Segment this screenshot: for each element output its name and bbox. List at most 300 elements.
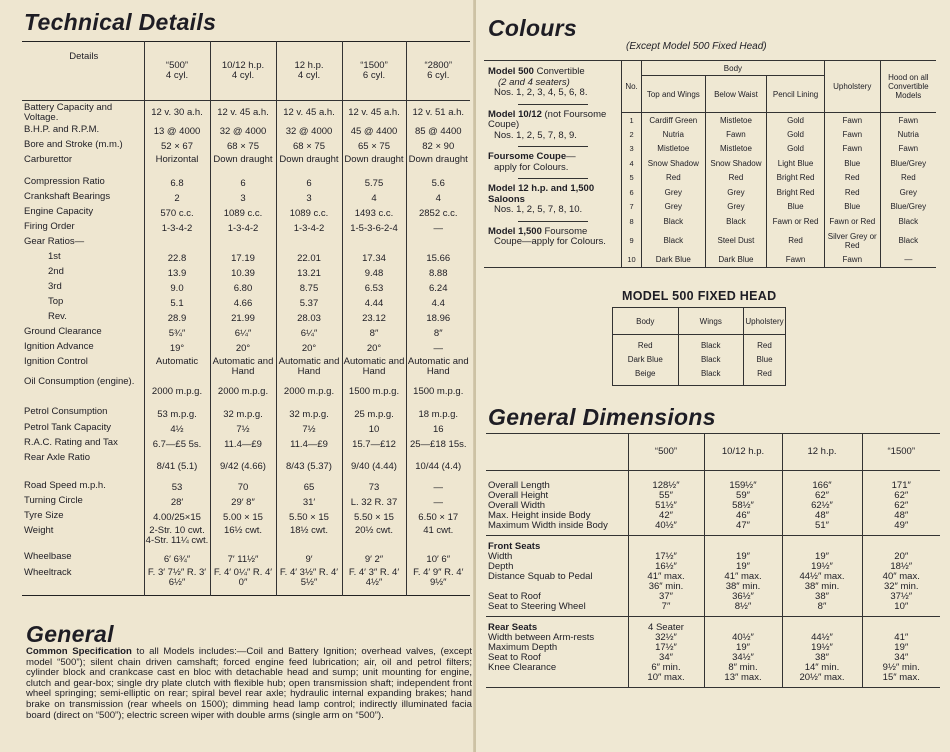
tech-row-label: Carburettor <box>24 153 73 165</box>
tech-cell: 32 m.p.g. <box>276 407 342 423</box>
colour-model-rest: Convertible <box>533 66 585 77</box>
tech-cell: Down draught <box>210 155 276 177</box>
colour-cell: Red <box>642 171 706 186</box>
dimension-section-heading: Front Seats <box>488 541 541 552</box>
colours-title: Colours <box>488 15 577 41</box>
colour-cell: Gold <box>767 142 825 157</box>
tech-row-label: R.A.C. Rating and Tax <box>24 436 118 448</box>
tech-cell <box>342 237 406 252</box>
colour-model-title: Model 12 h.p. and 1,500 Saloons <box>488 183 595 205</box>
tech-row <box>22 177 470 192</box>
colour-model-title: Model 1,500 <box>488 225 542 237</box>
colour-cell: Black <box>705 214 767 229</box>
colour-cell: Black <box>880 229 936 253</box>
tech-cell: 9.48 <box>342 267 406 282</box>
colour-model-title: Model 500 <box>488 66 534 77</box>
dimension-section-heading: Rear Seats <box>488 622 538 633</box>
fixed-head-cell: Dark Blue <box>627 355 663 364</box>
colour-cell: Blue <box>824 156 880 171</box>
separator-line <box>518 104 588 105</box>
tech-row <box>22 237 470 252</box>
tech-cell: 4½ <box>144 423 210 438</box>
tech-row-label: B.H.P. and R.P.M. <box>24 123 100 135</box>
fixed-head-rows <box>613 335 786 386</box>
model-header: “1500” 6 cyl. <box>342 42 406 101</box>
tech-cell: 9.0 <box>144 282 210 297</box>
colour-model-entry <box>488 184 621 216</box>
colour-cell: Gold <box>767 127 825 142</box>
tech-cell: 85 @ 4400 <box>406 125 470 140</box>
fixed-head-column <box>744 335 786 386</box>
tech-row <box>22 526 470 552</box>
tech-cell: 12 v. 45 a.h. <box>276 101 342 125</box>
tech-cell <box>144 237 210 252</box>
tech-cell: 5¾″ <box>144 327 210 342</box>
tech-cell: 11.4—£9 <box>210 438 276 453</box>
tech-cell: 1-3-4-2 <box>210 222 276 237</box>
colour-cell: Fawn or Red <box>767 214 825 229</box>
model-header: 12 h.p. 4 cyl. <box>276 42 342 101</box>
dimension-section <box>486 536 940 617</box>
dimension-values: 17½″ 16½″ 41″ max. 36″ min. 37″ 7″ <box>628 536 704 617</box>
colours-subtitle: (Except Model 500 Fixed Head) <box>626 41 767 52</box>
dimension-label-list: Width between Arm-rests Maximum Depth Seat to Roof Knee Clearance <box>488 632 595 673</box>
tech-cell: 4.4 <box>406 297 470 312</box>
colour-number: 5 <box>622 171 642 186</box>
dimension-header: 12 h.p. <box>782 434 862 471</box>
tech-cell: 2000 m.p.g. <box>144 377 210 407</box>
tech-cell: 32 m.p.g. <box>210 407 276 423</box>
separator-line <box>518 146 588 147</box>
dimension-values: 19″ 19″ 41″ max. 38″ min. 36½″ 8½″ <box>704 536 782 617</box>
dimension-values: 171″ 62″ 62″ 48″ 49″ <box>862 471 940 536</box>
tech-cell: Automatic and Hand <box>343 355 405 377</box>
tech-cell: 6.8 <box>144 177 210 192</box>
tech-cell: 3 <box>276 192 342 207</box>
tech-cell: 20° <box>276 342 342 357</box>
colour-cell: Silver Grey or Red <box>824 229 880 253</box>
colour-cell: Light Blue <box>767 156 825 171</box>
common-spec-lead: Common Specification <box>26 646 132 657</box>
dimensions-header-row <box>486 434 940 471</box>
tech-row-label: Wheelbase <box>24 550 72 562</box>
tech-row <box>22 496 470 511</box>
colour-model-rest: Foursome <box>541 225 588 237</box>
common-spec-text: to all Models includes:—Coil and Battery Ignition; overhead valves, (except model “500”); silent chain driven camshaft; forced engine feed lubrication; air, oil and petrol filters; cylinder block and crankcase cast en bloc with detachable head and sump; unit mounting for engine, clutch and gear-box; single dry plate clutch with flexible hub; open transmission shaft; independent front wheel springing; semi-elliptic on rear; spiral bevel rear axle; hydraulic internal expanding brakes; hand brake on transmission (rear wheels on 1500); dimming head lamp control; indirectly illuminated facia board (direct on “500”); electric screen wiper with double arms (single arm on “500”). <box>26 646 472 721</box>
colour-body-header: Body <box>642 61 825 76</box>
tech-row <box>22 101 470 125</box>
tech-cell: Down draught <box>342 155 406 177</box>
dimension-values: 128½″ 55″ 51½″ 42″ 40½″ <box>628 471 704 536</box>
tech-cell: 45 @ 4400 <box>342 125 406 140</box>
tech-cell: 570 c.c. <box>144 207 210 222</box>
colour-pencil-header: Pencil Lining <box>767 76 825 113</box>
colour-model-entry <box>488 227 621 248</box>
dimension-values: 40½″ 19″ 34½″ 8″ min. 13″ max. <box>704 617 782 688</box>
dimension-labels <box>486 536 628 617</box>
colour-model-rest: (not Foursome Coupe) <box>488 108 607 130</box>
tech-cell: F. 4′ 3½″ R. 4′ 5½″ <box>276 568 342 596</box>
colour-cell: Blue <box>824 200 880 215</box>
tech-cell: 25 m.p.g. <box>342 407 406 423</box>
tech-cell: 4 <box>406 192 470 207</box>
colour-cell: Bright Red <box>767 171 825 186</box>
tech-cell: 1-5-3-6-2-4 <box>342 222 406 237</box>
colour-no-header: No. <box>622 61 642 113</box>
fixed-head-column <box>613 335 679 386</box>
tech-row-label: Petrol Consumption <box>24 405 108 417</box>
tech-cell: 65 × 75 <box>342 140 406 155</box>
tech-cell: 52 × 67 <box>144 140 210 155</box>
tech-cell: 18 m.p.g. <box>406 407 470 423</box>
technical-details-table <box>22 41 470 596</box>
dimensions-table <box>486 433 940 688</box>
colour-model-nos: Nos. 1, 2, 5, 7, 8, 9. <box>494 129 577 141</box>
tech-cell: Automatic and Hand <box>407 355 469 377</box>
colour-model-nos: Coupe—apply for Colours. <box>494 236 606 247</box>
colour-cell: Fawn <box>767 253 825 268</box>
tech-cell: 7½ <box>276 423 342 438</box>
tech-cell: 18½ cwt. <box>276 526 342 552</box>
tech-cell: 12 v. 45 a.h. <box>342 101 406 125</box>
tech-cell: — <box>406 496 470 511</box>
tech-cell: 17.34 <box>342 252 406 267</box>
tech-cell: 8″ <box>406 327 470 342</box>
tech-cell: 2852 c.c. <box>406 207 470 222</box>
colour-cell: Nutria <box>880 127 936 142</box>
tech-row-label: Rear Axle Ratio <box>24 451 91 463</box>
colour-model-entry <box>488 152 621 173</box>
colour-number: 4 <box>622 156 642 171</box>
colour-cell: Red <box>824 171 880 186</box>
model-header: 10/12 h.p. 4 cyl. <box>210 42 276 101</box>
tech-cell: 8.75 <box>276 282 342 297</box>
colour-number: 1 <box>622 113 642 128</box>
colour-cell: Mistletoe <box>642 142 706 157</box>
technical-details-title: Technical Details <box>24 9 217 35</box>
tech-cell: 29′ 8″ <box>210 496 276 511</box>
tech-row-label: Oil Consumption (engine). <box>24 375 135 387</box>
colour-cell: Red <box>880 171 936 186</box>
colour-cell: Cardiff Green <box>642 113 706 128</box>
tech-cell: 16 <box>406 423 470 438</box>
colour-cell: Black <box>642 214 706 229</box>
colour-cell: Black <box>642 229 706 253</box>
dimension-values: 4 Seater 32½″ 17½″ 34″ 6″ min. 10″ max. <box>628 617 704 688</box>
tech-row-label: Battery Capacity and Voltage. <box>24 102 113 123</box>
tech-row <box>22 423 470 438</box>
colours-table <box>484 60 936 268</box>
colour-cell: Dark Blue <box>705 253 767 268</box>
tech-cell: 1500 m.p.g. <box>406 377 470 407</box>
tech-cell: 73 <box>342 481 406 496</box>
dimension-header <box>486 434 628 471</box>
fixed-head-cell: Red <box>757 341 772 350</box>
colour-cell: Grey <box>642 185 706 200</box>
colour-model-title: Foursome Coupe <box>488 151 567 162</box>
tech-cell: 6 <box>276 177 342 192</box>
tech-cell <box>210 237 276 252</box>
tech-cell: 13.9 <box>144 267 210 282</box>
tech-cell: 8.88 <box>406 267 470 282</box>
tech-cell: L. 32 R. 37 <box>342 496 406 511</box>
tech-cell: 1-3-4-2 <box>276 222 342 237</box>
tech-cell: F. 4′ 3″ R. 4′ 4½″ <box>342 568 406 596</box>
tech-cell: 17.19 <box>210 252 276 267</box>
colour-cell: Fawn <box>824 127 880 142</box>
dimension-values: 44½″ 19½″ 38″ 14″ min. 20½″ max. <box>782 617 862 688</box>
tech-cell: 25—£18 15s. <box>406 438 470 453</box>
tech-cell: 4.66 <box>210 297 276 312</box>
tech-cell: 31′ <box>276 496 342 511</box>
fixed-head-header: Body <box>613 308 679 335</box>
colour-cell: Grey <box>880 185 936 200</box>
tech-row-label: Ignition Advance <box>24 340 94 352</box>
colour-cell: Blue/Grey <box>880 200 936 215</box>
tech-cell: Automatic <box>144 357 210 377</box>
tech-row <box>22 140 470 155</box>
fixed-head-cell: Blue <box>756 355 773 364</box>
model-header: “500” 4 cyl. <box>144 42 210 101</box>
tech-row <box>22 511 470 526</box>
tech-cell: Automatic and Hand <box>210 357 276 377</box>
colour-number: 3 <box>622 142 642 157</box>
right-page <box>476 0 950 752</box>
fixed-head-cell: Black <box>700 355 721 364</box>
colour-cell: Fawn <box>705 127 767 142</box>
tech-cell: 82 × 90 <box>406 140 470 155</box>
colour-model-entry <box>488 67 621 99</box>
tech-row <box>22 327 470 342</box>
tech-cell: 8/41 (5.1) <box>144 453 210 481</box>
colour-hood-header: Hood on all Convertible Models <box>880 61 936 113</box>
tech-cell: 10.39 <box>210 267 276 282</box>
tech-cell: 6¼″ <box>210 327 276 342</box>
tech-cell: 11.4—£9 <box>276 438 342 453</box>
tech-row-label: Road Speed m.p.h. <box>24 479 106 491</box>
tech-cell: 5.00 × 15 <box>210 511 276 526</box>
tech-row-label: Gear Ratios— <box>24 235 85 247</box>
tech-row <box>22 481 470 496</box>
tech-cell: 68 × 75 <box>276 140 342 155</box>
colour-number: 7 <box>622 200 642 215</box>
fixed-head-cell: Beige <box>635 369 656 378</box>
colour-cell: Gold <box>767 113 825 128</box>
tech-row-label: Engine Capacity <box>24 205 94 217</box>
tech-row-label: Bore and Stroke (m.m.) <box>24 138 123 150</box>
tech-row <box>22 207 470 222</box>
tech-cell: 15.66 <box>406 252 470 267</box>
tech-cell: 21.99 <box>210 312 276 327</box>
tech-cell: Horizontal <box>144 155 210 177</box>
tech-cell: 5.50 × 15 <box>342 511 406 526</box>
tech-cell: 2 <box>144 192 210 207</box>
colour-cell: Fawn or Red <box>824 214 880 229</box>
tech-row <box>22 568 470 596</box>
tech-cell: 15.7—£12 <box>342 438 406 453</box>
tech-row-label: Top <box>48 295 64 307</box>
tech-row-label: Petrol Tank Capacity <box>24 421 111 433</box>
tech-row-label: Weight <box>24 524 54 536</box>
tech-cell: F. 4′ 9″ R. 4′ 9½″ <box>406 568 470 596</box>
fixed-head-table <box>612 307 786 386</box>
tech-cell: 9′ <box>276 552 342 568</box>
tech-cell: 2000 m.p.g. <box>210 377 276 407</box>
colour-cell: Fawn <box>824 113 880 128</box>
colour-number: 6 <box>622 185 642 200</box>
separator-line <box>518 221 588 222</box>
fixed-head-cell: Black <box>700 341 721 350</box>
dimension-labels <box>486 617 628 688</box>
colour-cell: Grey <box>705 200 767 215</box>
tech-row <box>22 357 470 377</box>
tech-cell: 1089 c.c. <box>210 207 276 222</box>
dimension-section <box>486 617 940 688</box>
tech-row-label: Turning Circle <box>24 494 83 506</box>
tech-row <box>22 312 470 327</box>
separator-line <box>518 178 588 179</box>
fixed-head-title: MODEL 500 FIXED HEAD <box>622 289 777 303</box>
colour-model-title: Model 10/12 <box>488 108 542 120</box>
dimension-label-list: Width Depth Distance Squab to Pedal Seat to Roof Seat to Steering Wheel <box>488 551 593 612</box>
tech-cell: 18.96 <box>406 312 470 327</box>
colour-cell: Red <box>767 229 825 253</box>
tech-row-label: 1st <box>48 250 61 262</box>
tech-cell <box>276 237 342 252</box>
colour-cell: Red <box>705 171 767 186</box>
tech-cell: 12 v. 30 a.h. <box>144 101 210 125</box>
tech-row-label: 2nd <box>48 265 64 277</box>
colour-number: 2 <box>622 127 642 142</box>
dimensions-title: General Dimensions <box>488 404 716 430</box>
colour-cell: Bright Red <box>767 185 825 200</box>
dimension-label-list: Overall Length Overall Height Overall Width Max. Height inside Body Maximum Width inside Body <box>488 480 608 531</box>
tech-row <box>22 125 470 140</box>
tech-cell: 20° <box>342 342 406 357</box>
tech-cell: 10′ 6″ <box>406 552 470 568</box>
tech-cell: 7′ 11½″ <box>210 552 276 568</box>
tech-row <box>22 282 470 297</box>
left-page <box>0 0 474 752</box>
tech-row-label: Wheeltrack <box>24 566 72 578</box>
general-specification <box>26 647 472 721</box>
tech-row <box>22 407 470 423</box>
fixed-head-header: Wings <box>678 308 744 335</box>
tech-cell: 28.9 <box>144 312 210 327</box>
tech-cell: 32 @ 4000 <box>210 125 276 140</box>
tech-cell: Down draught <box>276 155 342 177</box>
fixed-head-header-row <box>613 308 786 335</box>
dimension-values: 20″ 18½″ 40″ max. 32″ min. 37½″ 10″ <box>862 536 940 617</box>
tech-row <box>22 552 470 568</box>
colour-cell: Blue/Grey <box>880 156 936 171</box>
colour-model-entry <box>488 110 621 142</box>
tech-cell: 5.1 <box>144 297 210 312</box>
tech-cell: 22.01 <box>276 252 342 267</box>
tech-cell: 6.7—£5 5s. <box>144 438 210 453</box>
colour-cell: Fawn <box>880 113 936 128</box>
tech-row <box>22 438 470 453</box>
colour-upholstery-header: Upholstery <box>824 61 880 113</box>
tech-row <box>22 222 470 237</box>
colour-cell: Snow Shadow <box>705 156 767 171</box>
tech-cell: 41 cwt. <box>406 526 470 552</box>
tech-cell: 22.8 <box>144 252 210 267</box>
tech-row <box>22 192 470 207</box>
tech-cell: 19° <box>144 342 210 357</box>
model-header: “2800” 6 cyl. <box>406 42 470 101</box>
dimension-labels <box>486 471 628 536</box>
tech-cell: — <box>406 342 470 357</box>
tech-row-label: Tyre Size <box>24 509 64 521</box>
colour-model-nos: Nos. 1, 2, 3, 4, 5, 6, 8. <box>494 87 588 98</box>
tech-cell: 4.44 <box>342 297 406 312</box>
tech-cell: 23.12 <box>342 312 406 327</box>
colour-cell: Fawn <box>824 142 880 157</box>
colour-model-sub: (2 and 4 seaters) <box>498 76 570 88</box>
tech-cell: 6.24 <box>406 282 470 297</box>
colour-number: 9 <box>622 229 642 253</box>
tech-cell: 5.75 <box>342 177 406 192</box>
tech-cell: 13.21 <box>276 267 342 282</box>
dimension-values: 159½″ 59″ 58½″ 46″ 47″ <box>704 471 782 536</box>
dimension-values: 166″ 62″ 62½″ 48″ 51″ <box>782 471 862 536</box>
tech-cell: 5.37 <box>276 297 342 312</box>
tech-row-label: 3rd <box>48 280 62 292</box>
tech-row-label: Ignition Control <box>24 355 88 367</box>
tech-cell: 3 <box>210 192 276 207</box>
dimension-header: “500” <box>628 434 704 471</box>
colour-cell: Fawn <box>824 253 880 268</box>
fixed-head-cell: Red <box>637 341 653 350</box>
tech-cell: 65 <box>276 481 342 496</box>
tech-cell: 6.50 × 17 <box>406 511 470 526</box>
tech-row <box>22 267 470 282</box>
details-header: Details <box>22 42 144 101</box>
tech-cell: 6 <box>210 177 276 192</box>
tech-row <box>22 453 470 481</box>
dimension-values: 41″ 19″ 34″ 9½″ min. 15″ max. <box>862 617 940 688</box>
tech-cell: F. 4′ 0¼″ R. 4′ 0″ <box>210 568 276 596</box>
tech-row <box>22 377 470 407</box>
tech-cell: 16½ cwt. <box>210 526 276 552</box>
dimension-header: “1500” <box>862 434 940 471</box>
dimension-values: 19″ 19½″ 44½″ max. 38″ min. 38″ 8″ <box>782 536 862 617</box>
colour-cell: Dark Blue <box>642 253 706 268</box>
tech-cell: — <box>406 222 470 237</box>
tech-cell: 4.00/25×15 <box>144 511 210 526</box>
tech-row-label: Crankshaft Bearings <box>24 190 111 202</box>
tech-cell: 10/44 (4.4) <box>406 453 470 481</box>
colour-cell: Steel Dust <box>705 229 767 253</box>
tech-cell: Automatic and Hand <box>276 357 342 377</box>
tech-cell: 53 <box>144 481 210 496</box>
tech-cell: Down draught <box>406 155 470 177</box>
dimension-section <box>486 471 940 536</box>
tech-row <box>22 342 470 357</box>
colour-cell: Nutria <box>642 127 706 142</box>
colour-below-header: Below Waist <box>705 76 767 113</box>
tech-cell: 1089 c.c. <box>276 207 342 222</box>
general-title: General <box>26 621 114 647</box>
tech-cell: 6′ 6¾″ <box>144 552 210 568</box>
tech-cell: 2-Str. 10 cwt. 4-Str. 11¼ cwt. <box>144 526 210 552</box>
tech-cell: 13 @ 4000 <box>144 125 210 140</box>
colour-cell: Mistletoe <box>705 113 767 128</box>
tech-cell: 8″ <box>342 327 406 342</box>
fixed-head-cell: Black <box>700 369 721 378</box>
tech-cell: 32 @ 4000 <box>276 125 342 140</box>
